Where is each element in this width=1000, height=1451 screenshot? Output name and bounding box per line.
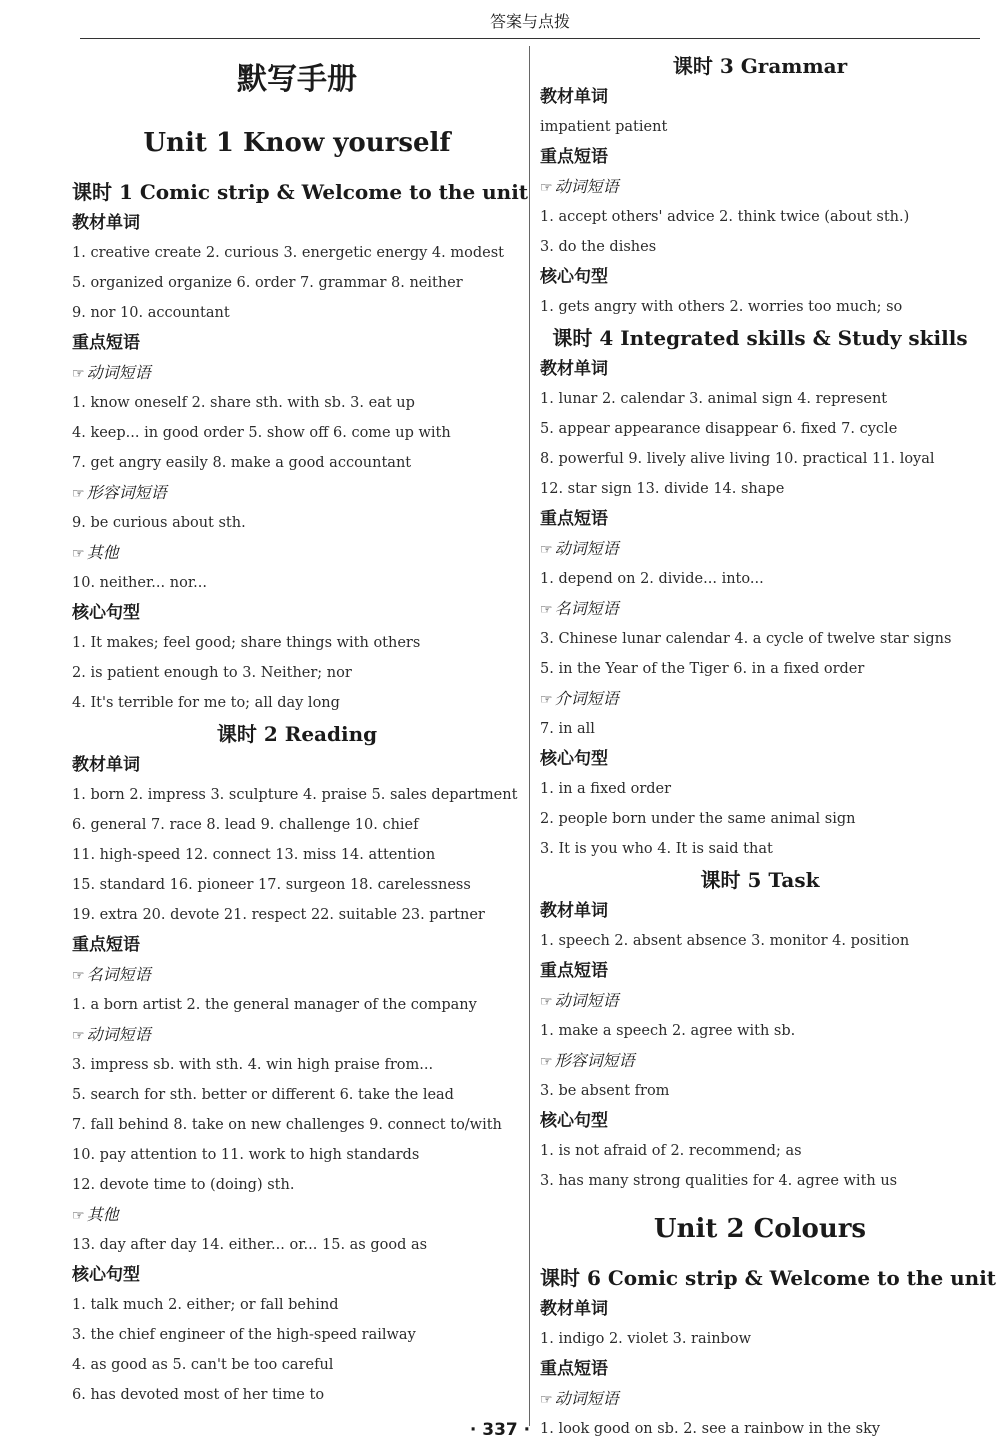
- pointing-hand-icon: ☞: [72, 968, 85, 984]
- answer-line: 3. do the dishes: [540, 239, 657, 255]
- subsection-heading: ☞ 动词短语: [540, 539, 619, 558]
- lesson4-title: 课时 4 Integrated skills & Study skills: [552, 326, 968, 350]
- answer-line: 1. speech 2. absent absence 3. monitor 4. position: [540, 933, 910, 949]
- answer-line: 7. in all: [540, 721, 595, 737]
- answer-line: 1. make a speech 2. agree with sb.: [540, 1023, 796, 1039]
- pointing-hand-icon: ☞: [540, 692, 553, 708]
- pointing-hand-icon: ☞: [540, 1054, 553, 1070]
- lesson5-title: 课时 5 Task: [700, 868, 820, 892]
- section-heading: 重点短语: [72, 333, 140, 353]
- subsection-heading: ☞ 其他: [72, 543, 119, 562]
- answer-line: 4. as good as 5. can't be too careful: [72, 1357, 334, 1373]
- subsection-heading: ☞ 动词短语: [540, 991, 619, 1010]
- lesson2-title: 课时 2 Reading: [216, 722, 378, 746]
- answer-line: 6. general 7. race 8. lead 9. challenge 10. chief: [72, 817, 419, 833]
- section-heading: 核心句型: [540, 749, 608, 769]
- section-heading: 教材单词: [540, 1299, 608, 1319]
- section-heading: 教材单词: [72, 213, 140, 233]
- answer-line: 2. is patient enough to 3. Neither; nor: [72, 665, 352, 681]
- answer-line: 9. be curious about sth.: [72, 515, 246, 531]
- page-title: 默写手册: [237, 62, 357, 97]
- answer-line: 5. in the Year of the Tiger 6. in a fixed order: [540, 661, 865, 677]
- subsection-heading: ☞ 动词短语: [72, 363, 151, 382]
- answer-line: 2. people born under the same animal sign: [540, 811, 856, 827]
- subsection-heading: ☞ 动词短语: [540, 1389, 619, 1408]
- running-header: 答案与点拨: [80, 0, 980, 39]
- subsection-heading: ☞ 形容词短语: [72, 483, 167, 502]
- subsection-heading: ☞ 动词短语: [540, 177, 619, 196]
- section-heading: 教材单词: [540, 87, 608, 107]
- lesson6-title: 课时 6 Comic strip & Welcome to the unit: [540, 1266, 997, 1290]
- answer-line: 1. indigo 2. violet 3. rainbow: [540, 1331, 752, 1347]
- section-heading: 教材单词: [540, 359, 608, 379]
- answer-line: 10. pay attention to 11. work to high standards: [72, 1147, 420, 1163]
- answer-line: 10. neither... nor...: [72, 575, 207, 591]
- answer-line: 3. It is you who 4. It is said that: [540, 841, 773, 857]
- unit1-title: Unit 1 Know yourself: [143, 128, 451, 158]
- answer-line: 1. talk much 2. either; or fall behind: [72, 1297, 339, 1313]
- answer-line: 3. the chief engineer of the high-speed railway: [72, 1327, 416, 1343]
- answer-line: 3. Chinese lunar calendar 4. a cycle of twelve star signs: [540, 631, 952, 647]
- section-heading: 教材单词: [72, 755, 140, 775]
- column-divider: [529, 46, 530, 1426]
- section-heading: 重点短语: [540, 147, 608, 167]
- answer-line: 9. nor 10. accountant: [72, 305, 230, 321]
- answer-line: 15. standard 16. pioneer 17. surgeon 18. carelessness: [72, 877, 471, 893]
- subsection-heading: ☞ 动词短语: [72, 1025, 151, 1044]
- unit2-title: Unit 2 Colours: [653, 1214, 867, 1244]
- answer-line: 12. star sign 13. divide 14. shape: [540, 481, 785, 497]
- answer-line: 1. is not afraid of 2. recommend; as: [540, 1143, 802, 1159]
- answer-line: 19. extra 20. devote 21. respect 22. suitable 23. partner: [72, 907, 485, 923]
- answer-line: 1. look good on sb. 2. see a rainbow in the sky: [540, 1421, 881, 1437]
- left-column: [72, 50, 529, 1410]
- page-number: · 337 ·: [469, 1420, 531, 1440]
- pointing-hand-icon: ☞: [72, 366, 85, 382]
- section-heading: 重点短语: [540, 1359, 608, 1379]
- answer-line: 4. keep... in good order 5. show off 6. come up with: [72, 425, 451, 441]
- pointing-hand-icon: ☞: [540, 180, 553, 196]
- answer-line: 3. be absent from: [540, 1083, 670, 1099]
- answer-line: 1. It makes; feel good; share things with others: [72, 635, 421, 651]
- subsection-heading: ☞ 形容词短语: [540, 1051, 635, 1070]
- answer-line: 1. lunar 2. calendar 3. animal sign 4. represent: [540, 391, 888, 407]
- answer-line: 4. It's terrible for me to; all day long: [72, 695, 340, 711]
- answer-line: 1. a born artist 2. the general manager of the company: [72, 997, 477, 1013]
- answer-line: 5. organized organize 6. order 7. grammar 8. neither: [72, 275, 463, 291]
- answer-line: 7. fall behind 8. take on new challenges 9. connect to/with: [72, 1117, 502, 1133]
- answer-line: 3. has many strong qualities for 4. agree with us: [540, 1173, 898, 1189]
- answer-line: 6. has devoted most of her time to: [72, 1387, 325, 1403]
- answer-line: 7. get angry easily 8. make a good accountant: [72, 455, 412, 471]
- section-heading: 教材单词: [540, 901, 608, 921]
- pointing-hand-icon: ☞: [540, 602, 553, 618]
- answer-line: 1. accept others' advice 2. think twice (about sth.): [540, 209, 910, 225]
- answer-line: 13. day after day 14. either... or... 15. as good as: [72, 1237, 428, 1253]
- section-heading: 核心句型: [540, 1111, 608, 1131]
- subsection-heading: ☞ 名词短语: [72, 965, 151, 984]
- lesson1-title: 课时 1 Comic strip & Welcome to the unit: [72, 180, 529, 204]
- pointing-hand-icon: ☞: [540, 994, 553, 1010]
- lesson3-title: 课时 3 Grammar: [672, 54, 848, 78]
- answer-line: impatient patient: [540, 119, 668, 135]
- section-heading: 核心句型: [72, 1265, 140, 1285]
- subsection-heading: ☞ 其他: [72, 1205, 119, 1224]
- answer-line: 1. born 2. impress 3. sculpture 4. praise 5. sales department: [72, 787, 518, 803]
- section-heading: 重点短语: [72, 935, 140, 955]
- section-heading: 核心句型: [72, 603, 140, 623]
- answer-line: 8. powerful 9. lively alive living 10. practical 11. loyal: [540, 451, 935, 467]
- answer-line: 11. high-speed 12. connect 13. miss 14. attention: [72, 847, 436, 863]
- subsection-heading: ☞ 介词短语: [540, 689, 619, 708]
- answer-line: 12. devote time to (doing) sth.: [72, 1177, 295, 1193]
- answer-line: 1. gets angry with others 2. worries too much; so: [540, 299, 903, 315]
- right-column: [540, 50, 997, 1444]
- answer-line: 5. search for sth. better or different 6. take the lead: [72, 1087, 454, 1103]
- pointing-hand-icon: ☞: [72, 546, 85, 562]
- section-heading: 重点短语: [540, 961, 608, 981]
- pointing-hand-icon: ☞: [540, 542, 553, 558]
- section-heading: 重点短语: [540, 509, 608, 529]
- answer-line: 1. creative create 2. curious 3. energetic energy 4. modest: [72, 245, 504, 261]
- answer-line: 1. depend on 2. divide... into...: [540, 571, 764, 587]
- pointing-hand-icon: ☞: [72, 1208, 85, 1224]
- section-heading: 核心句型: [540, 267, 608, 287]
- answer-line: 3. impress sb. with sth. 4. win high praise from...: [72, 1057, 434, 1073]
- pointing-hand-icon: ☞: [540, 1392, 553, 1408]
- pointing-hand-icon: ☞: [72, 486, 85, 502]
- answer-line: 1. know oneself 2. share sth. with sb. 3. eat up: [72, 395, 415, 411]
- subsection-heading: ☞ 名词短语: [540, 599, 619, 618]
- answer-line: 5. appear appearance disappear 6. fixed 7. cycle: [540, 421, 898, 437]
- pointing-hand-icon: ☞: [72, 1028, 85, 1044]
- answer-line: 1. in a fixed order: [540, 781, 672, 797]
